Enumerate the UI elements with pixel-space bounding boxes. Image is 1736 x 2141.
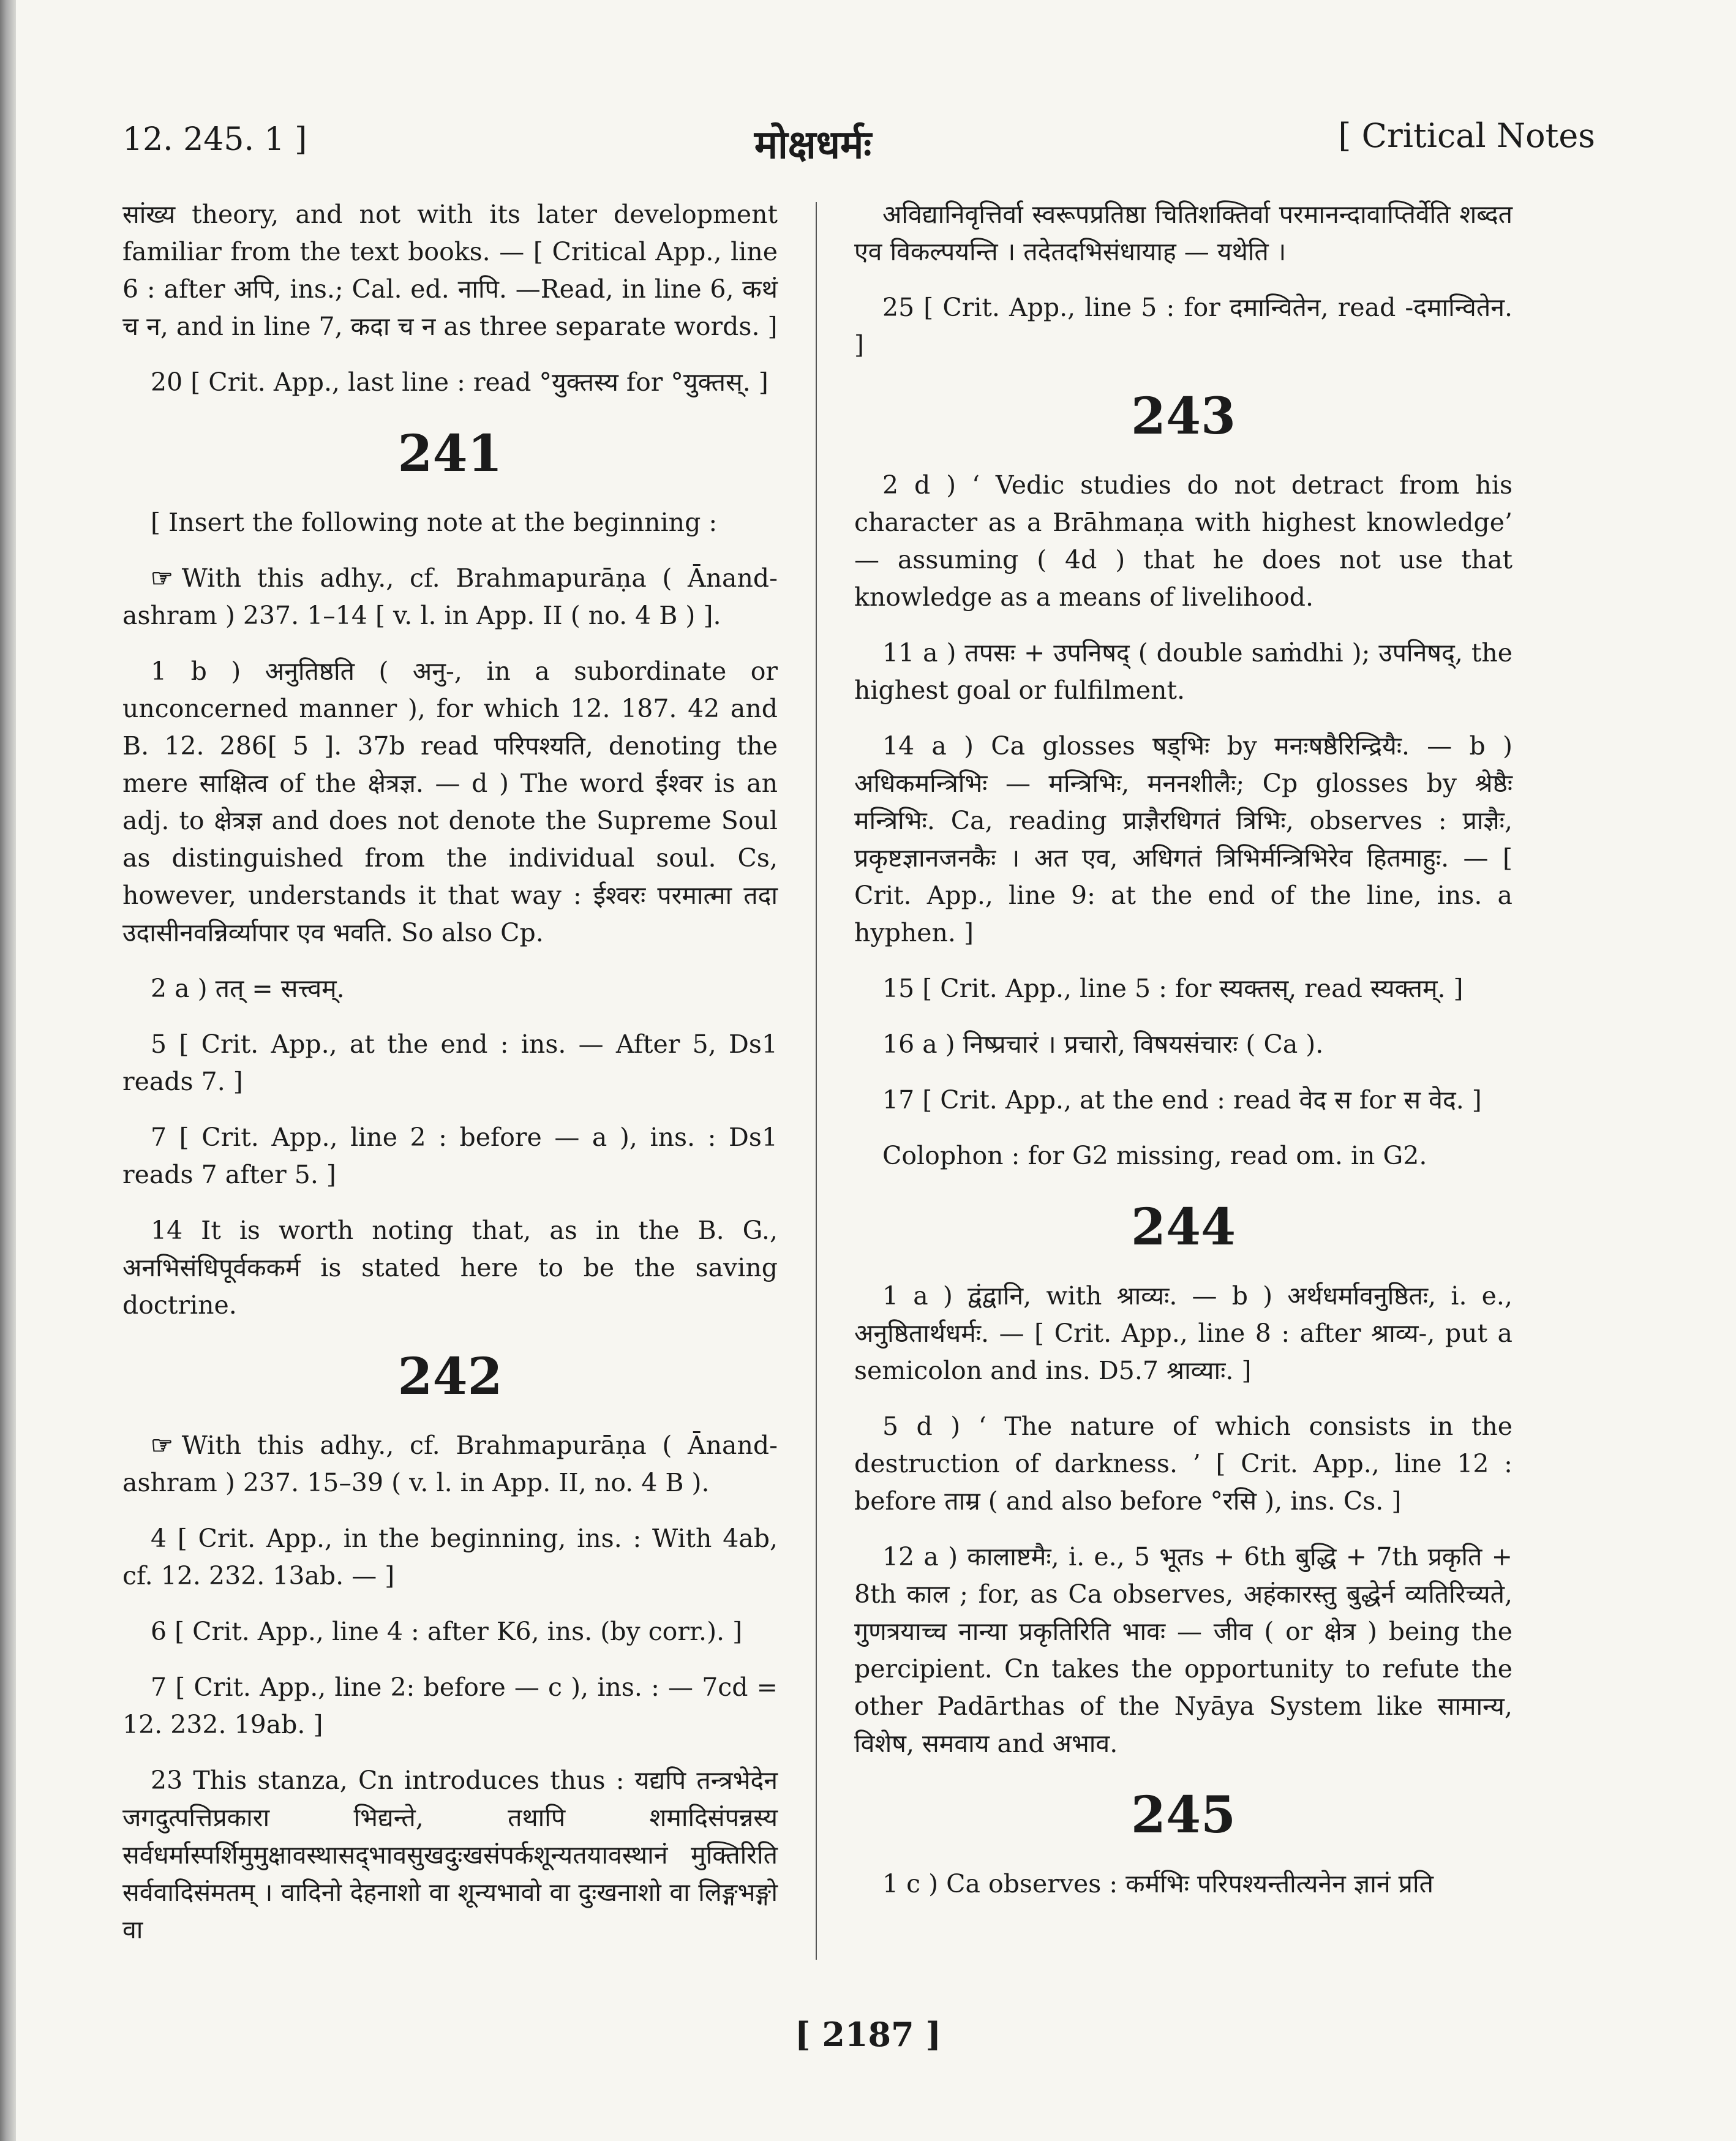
note-text: 2 a ) तत् = सत्त्वम्. (151, 974, 345, 1003)
note-paragraph (854, 1026, 1512, 1063)
note-text: 1 b ) अनुतिष्ठति ( अनु-, in a subordinate or unconcerned manner ), for which 12. 187. 42 and B. 12. 286[ 5 ]. 37b read परिपश्यति, denoting the mere साक्षित्व of the क्षेत्रज्ञ. — d ) The word ईश्वर is an adj. to क्षेत्रज्ञ and does not denote the Supreme Soul as distinguished from the individual soul. Cs, however, understands it that way : ईश्वरः परमात्मा तदा उदासीनवन्निर्व्यापार एव भवति. So also Cp. (122, 657, 778, 947)
note-paragraph (122, 970, 778, 1007)
note-paragraph (854, 1865, 1512, 1903)
note-paragraph (854, 289, 1512, 364)
section-heading: 245 (1130, 1786, 1236, 1845)
running-header (122, 116, 1595, 171)
note-text: 1 c ) Ca observes : कर्मभिः परिपश्यन्तीत्यनेन ज्ञानं प्रति (882, 1869, 1434, 1898)
note-paragraph (854, 1082, 1512, 1119)
note-paragraph (122, 1762, 778, 1949)
note-text: 6 [ Crit. App., line 4 : after K6, ins. (by corr.). ] (151, 1617, 743, 1646)
right-column (854, 196, 1512, 1921)
section-heading: 243 (1130, 387, 1236, 446)
note-text: 11 a ) तपसः + उपनिषद् ( double saṁdhi ); उपनिषद्, the highest goal or fulfilment. (854, 638, 1512, 705)
note-text: 5 d ) ‘ The nature of which consists in the destruction of darkness. ’ [ Crit. App., line 12 : before ताम्र ( and also before °रसि ), ins. Cs. ] (854, 1412, 1512, 1516)
note-text: 1 a ) द्वंद्वानि, with श्राव्यः. — b ) अर्थधर्मावनुष्ठितः, i. e., अनुष्ठितार्थधर्मः. — [ Crit. App., line 8 : after श्राव्य-, put a semicolon and ins. D5.7 श्राव्याः. ] (854, 1281, 1512, 1385)
column-divider (816, 202, 817, 1960)
note-paragraph (854, 634, 1512, 709)
note-paragraph (122, 1026, 778, 1101)
header-reference: 12. 245. 1 ] (122, 121, 307, 158)
left-column (122, 196, 778, 1967)
note-text: 4 [ Crit. App., in the beginning, ins. : With 4ab, cf. 12. 232. 13ab. — ] (122, 1524, 778, 1590)
note-text: 14 It is worth noting that, as in the B. G., अनभिसंधिपूर्वककर्म is stated here to be the saving doctrine. (122, 1216, 778, 1320)
note-paragraph (122, 1520, 778, 1595)
note-paragraph (854, 728, 1512, 952)
note-paragraph (122, 653, 778, 952)
note-text: 15 [ Crit. App., line 5 : for स्यक्तस्, read स्यक्तम्. ] (882, 974, 1464, 1003)
note-paragraph (122, 560, 778, 634)
note-text: 25 [ Crit. App., line 5 : for दमान्वितेन, read -दमान्वितेन. ] (854, 293, 1512, 359)
note-text: 2 d ) ‘ Vedic studies do not detract from his character as a Brāhmaṇa with highest knowledge’ — assuming ( 4d ) that he does not use that knowledge as a means of livelihood. (854, 470, 1512, 612)
note-text: सांख्य theory, and not with its later development familiar from the text books. — [ Critical App., line 6 : after अपि, ins.; Cal. ed. नापि. —Read, in line 6, कथं च न, and in line 7, कदा च न as three separate words. ] (122, 200, 778, 341)
note-text: With this adhy., cf. Brahmapurāṇa ( Ānand-ashram ) 237. 15–39 ( v. l. in App. II, no. 4 B ). (122, 1431, 778, 1497)
note-text: 12 a ) कालाष्टमैः, i. e., 5 भूतs + 6th बुद्धि + 7th प्रकृति + 8th काल ; for, as Ca observes, अहंकारस्तु बुद्धेर्न व्यतिरिच्यते, गुणत्रयाच्च नान्या प्रकृतिरिति भावः — जीव ( or क्षेत्र ) being the percipient. Cn takes the opportunity to refute the other Padārthas of the Nyāya System like सामान्य, विशेष, समवाय and अभाव. (854, 1542, 1512, 1758)
note-paragraph (122, 1212, 778, 1324)
page-number: [ 2187 ] (795, 2015, 941, 2054)
pointing-hand-icon: ☞ (151, 563, 173, 593)
note-text: अविद्यानिवृत्तिर्वा स्वरूपप्रतिष्ठा चितिशक्तिर्वा परमानन्दावाप्तिर्वेति शब्दत एव विकल्पयन्ति । तदेतदभिसंधायाह — यथेति । (854, 200, 1512, 266)
note-paragraph (854, 196, 1512, 271)
note-text: With this adhy., cf. Brahmapurāṇa ( Ānand-ashram ) 237. 1–14 [ v. l. in App. II ( no. 4 B ) ]. (122, 563, 778, 630)
note-text: Colophon : for G2 missing, read om. in G2. (882, 1141, 1427, 1170)
note-text: 7 [ Crit. App., line 2: before — c ), ins. : — 7cd = 12. 232. 19ab. ] (122, 1673, 778, 1739)
note-text: 14 a ) Ca glosses षड्भिः by मनःषष्ठैरिन्द्रियैः. — b ) अधिकमन्त्रिभिः — मन्त्रिभिः, मननशीलैः; Cp glosses by श्रेष्ठैः मन्त्रिभिः. Ca, reading प्राज्ञैरधिगतं त्रिभिः, observes : प्राज्ञैः, प्रकृष्टज्ञानजनकैः । अत एव, अधिगतं त्रिभिर्मन्त्रिभिरेव हितमाहुः. — [ Crit. App., line 9: at the end of the line, ins. a hyphen. ] (854, 731, 1512, 947)
section-heading: 241 (397, 424, 503, 483)
note-text: 5 [ Crit. App., at the end : ins. — After 5, Ds1 reads 7. ] (122, 1029, 778, 1096)
header-section: [ Critical Notes (1338, 116, 1595, 155)
note-text: 17 [ Crit. App., at the end : read वेद स for स वेद. ] (882, 1085, 1482, 1115)
note-paragraph (122, 1119, 778, 1194)
note-paragraph (122, 1427, 778, 1502)
note-text: [ Insert the following note at the beginning : (151, 508, 718, 537)
note-paragraph (122, 196, 778, 345)
note-text: 20 [ Crit. App., last line : read °युक्तस्य for °युक्तस्. ] (151, 367, 768, 397)
note-text: 7 [ Crit. App., line 2 : before — a ), ins. : Ds1 reads 7 after 5. ] (122, 1123, 778, 1189)
note-paragraph (854, 1137, 1512, 1175)
note-paragraph (122, 1613, 778, 1650)
scan-edge (0, 0, 16, 2141)
note-text: 23 This stanza, Cn introduces thus : यद्यपि तन्त्रभेदेन जगदुत्पत्तिप्रकारा भिद्यन्ते, तथापि शमादिसंपन्नस्य सर्वधर्मास्पर्शिमुमुक्षावस्थासद्‌भावसुखदुःखसंपर्कशून्यतयावस्थानं मुक्तिरिति सर्ववादिसंमतम् । वादिनो देहनाशो वा शून्यभावो वा दुःखनाशो वा लिङ्गभङ्गो वा (122, 1766, 778, 1944)
note-text: 16 a ) निष्प्रचारं । प्रचारो, विषयसंचारः ( Ca ). (882, 1029, 1324, 1059)
note-paragraph (854, 1277, 1512, 1390)
note-paragraph (122, 1669, 778, 1744)
header-title: मोक्षधर्मः (754, 122, 872, 168)
note-paragraph (854, 467, 1512, 616)
note-paragraph (854, 1408, 1512, 1520)
note-paragraph (854, 1538, 1512, 1763)
note-paragraph (122, 364, 778, 401)
section-heading: 242 (397, 1347, 503, 1406)
note-paragraph (122, 504, 778, 541)
pointing-hand-icon: ☞ (151, 1431, 173, 1460)
section-heading: 244 (1130, 1198, 1236, 1257)
note-paragraph (854, 970, 1512, 1007)
